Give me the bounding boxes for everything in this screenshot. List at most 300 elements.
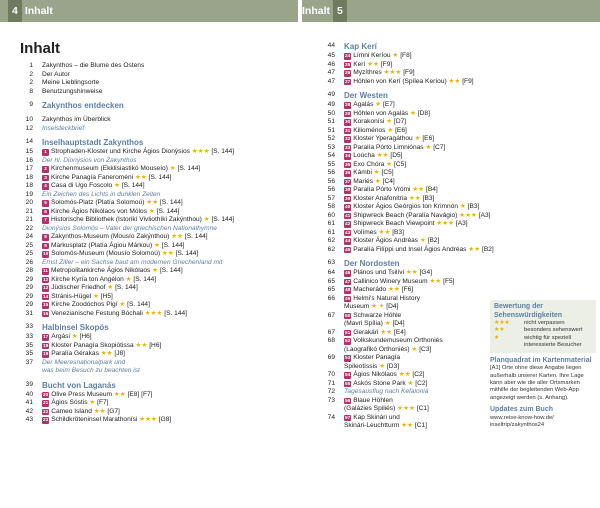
poi-number-badge: 18 xyxy=(43,342,49,348)
rating-stars: ★ xyxy=(375,101,382,108)
page-ref: 58 xyxy=(327,203,335,210)
entry-title: Kirche Ágios Nikólaos von Mólos xyxy=(51,207,148,215)
page-ref: 67 xyxy=(327,311,335,319)
page-ref: 61 xyxy=(327,228,335,236)
toc-entry[interactable] xyxy=(322,346,490,355)
entry-title: Kloster Anafonítria xyxy=(353,194,408,202)
map-grid-ref: [E8] [F7] xyxy=(127,390,153,398)
entry-title: Exo Chóra xyxy=(353,160,385,168)
page-ref: 47 xyxy=(327,69,335,76)
toc-entry[interactable] xyxy=(322,329,490,338)
toc-entry[interactable] xyxy=(322,178,490,187)
toc-entry[interactable] xyxy=(322,91,490,101)
poi-number-badge: 23 xyxy=(43,417,49,422)
entry-title: Shipwreck Beach Viewpoint xyxy=(353,220,435,227)
rating-stars: ★★ xyxy=(134,173,147,181)
map-grid-ref: [S. 144] xyxy=(115,284,138,291)
poi-number-badge: 33 xyxy=(345,144,351,150)
entry-title: Metropolitankirche Ágios Nikólaos xyxy=(51,267,151,274)
entry-title: Loúcha xyxy=(353,152,375,159)
page-ref: 35 xyxy=(25,341,33,349)
poi-number-badge: 45 xyxy=(345,246,351,252)
toc-entry[interactable] xyxy=(322,229,490,238)
page-ref: 29 xyxy=(25,292,33,300)
toc-entry[interactable] xyxy=(322,303,490,312)
rating-stars: ★ xyxy=(114,182,120,189)
toc-entry[interactable] xyxy=(322,101,490,110)
poi-number-badge: 31 xyxy=(345,127,351,133)
map-grid-ref: [D4] xyxy=(386,303,399,310)
poi-number-badge: 29 xyxy=(345,110,351,116)
toc-entry[interactable] xyxy=(20,101,295,111)
legend-item xyxy=(494,335,592,350)
toc-entry[interactable] xyxy=(322,414,490,423)
page-ref: 8 xyxy=(29,87,33,95)
page-ref: 55 xyxy=(327,160,335,168)
page-ref: 25 xyxy=(25,250,33,257)
header-left-title: Inhalt xyxy=(24,5,53,17)
page-ref xyxy=(322,405,344,414)
toc-entry[interactable] xyxy=(20,125,295,134)
toc-entry[interactable] xyxy=(322,220,490,229)
toc-entry[interactable] xyxy=(20,88,295,97)
entry-title: Helmi's Natural History xyxy=(353,294,421,302)
entry-title: Ernst Ziller – ein Sachse baut am modernen Griechenland mit xyxy=(42,258,223,266)
toc-entry[interactable] xyxy=(20,350,295,359)
toc-entry[interactable] xyxy=(20,116,295,125)
map-grid-ref: [F9] xyxy=(403,69,415,76)
toc-entry[interactable] xyxy=(322,118,490,127)
poi-number-badge: 52 xyxy=(345,338,351,343)
toc-entry[interactable] xyxy=(20,284,295,293)
toc-entry[interactable] xyxy=(322,52,490,61)
toc-entry[interactable] xyxy=(20,399,295,408)
toc-entry[interactable] xyxy=(20,182,295,191)
toc-entry[interactable] xyxy=(20,199,295,208)
poi-number-badge: 43 xyxy=(345,229,351,235)
map-grid-ref: [E7] xyxy=(383,101,395,108)
rating-stars: ★★ xyxy=(135,341,148,349)
rating-stars: ★★ xyxy=(412,186,425,193)
toc-entry[interactable] xyxy=(322,135,490,144)
entry-title: Volímes xyxy=(353,228,377,236)
entry-title: Olive Press Museum xyxy=(51,390,113,398)
poi-number-badge: 10 xyxy=(43,251,49,256)
poi-number-badge: 13 xyxy=(43,285,49,290)
rating-stars: ★ xyxy=(119,301,126,308)
updates-title: Updates zum Buch xyxy=(490,406,554,414)
map-grid-ref: [J8] xyxy=(114,350,126,357)
page-ref: 28 xyxy=(25,267,33,274)
toc-entry[interactable] xyxy=(322,212,490,221)
poi-number-badge: 35 xyxy=(345,161,351,167)
toc-entry[interactable] xyxy=(20,381,295,391)
poi-number-badge: 54 xyxy=(345,372,351,377)
updates-text: www.reise-know-how.de/ inseltrip/zakynthos24 xyxy=(490,414,554,429)
poi-number-badge: 42 xyxy=(345,221,351,226)
entry-title: Kirche Panagía Faneroméni xyxy=(51,173,134,181)
entry-title: was beim Besuch zu beachten ist xyxy=(42,367,140,374)
toc-entry[interactable] xyxy=(322,312,490,321)
entry-title: Kirche Kyría ton Angélon xyxy=(51,275,124,283)
rating-stars: ★ xyxy=(148,207,155,215)
entry-title: Der Meeresnationalpark und xyxy=(42,358,126,366)
rating-stars: ★ xyxy=(89,399,96,406)
entry-title: Der hl. Dionýsios von Zakynthos xyxy=(42,156,137,164)
toc-entry[interactable] xyxy=(322,363,490,372)
poi-number-badge: 39 xyxy=(345,195,351,201)
toc-entry[interactable] xyxy=(20,79,295,88)
page-ref: 72 xyxy=(327,388,335,395)
toc-entry[interactable] xyxy=(20,191,295,200)
page-ref: 50 xyxy=(327,109,335,117)
toc-entry[interactable] xyxy=(20,250,295,259)
toc-entry[interactable] xyxy=(322,371,490,380)
toc-entry[interactable] xyxy=(322,144,490,153)
entry-title: Kloster Panagía Skopiótissa xyxy=(51,341,134,349)
page-ref xyxy=(322,320,344,329)
map-grid-ref: [E6] xyxy=(422,135,435,142)
poi-number-badge: 1 xyxy=(42,149,49,156)
info-box xyxy=(490,300,596,429)
toc-entry[interactable] xyxy=(322,78,490,87)
page-ref: 18 xyxy=(25,173,33,181)
toc-entry[interactable] xyxy=(20,174,295,183)
page-gutter xyxy=(298,0,302,508)
toc-entry[interactable] xyxy=(322,388,490,397)
map-grid-ref: [B2] xyxy=(482,245,494,253)
page-ref: 25 xyxy=(25,241,33,249)
toc-entry[interactable] xyxy=(322,69,490,78)
toc-entry[interactable] xyxy=(322,152,490,161)
toc-entry[interactable] xyxy=(322,397,490,406)
poi-number-badge: 53 xyxy=(345,355,351,360)
toc-entry[interactable] xyxy=(322,61,490,70)
map-grid-ref: [C5] xyxy=(393,160,407,168)
page-ref: 69 xyxy=(327,354,335,361)
rating-stars: ★ xyxy=(386,160,393,168)
page-ref: 40 xyxy=(25,390,33,398)
entry-title: Agalás xyxy=(353,101,374,108)
toc-entry[interactable] xyxy=(322,337,490,346)
entry-title: Solomós-Platz (Platía Solomoú) xyxy=(51,199,145,206)
page-ref: 21 xyxy=(25,207,33,215)
toc-entry[interactable] xyxy=(322,237,490,246)
map-grid-ref: [F6] xyxy=(401,286,414,293)
page-ref: 61 xyxy=(327,220,335,227)
entry-title: Callinico Winery Museum xyxy=(353,277,428,285)
page-ref: 65 xyxy=(327,277,335,285)
toc-entry[interactable] xyxy=(20,138,295,148)
page-ref: 54 xyxy=(327,152,335,159)
toc-entry[interactable] xyxy=(20,408,295,417)
entry-title: Spileotíssis xyxy=(344,362,378,370)
toc-entry[interactable] xyxy=(20,71,295,80)
page-ref: 64 xyxy=(327,269,335,276)
toc-entry[interactable] xyxy=(322,278,490,287)
entry-title: Benutzungshinweise xyxy=(42,87,103,95)
map-grid-ref: [S. 144] xyxy=(211,216,235,223)
map-grid-ref: [S. 144] xyxy=(184,233,208,240)
toc-entry[interactable] xyxy=(20,242,295,251)
poi-number-badge: 22 xyxy=(43,408,49,414)
toc-entry[interactable] xyxy=(322,169,490,178)
entry-title: (Laografikó Orthoniés) xyxy=(344,345,410,353)
toc-entry[interactable] xyxy=(20,293,295,302)
page-ref: 14 xyxy=(25,138,33,145)
map-grid-ref: [D8] xyxy=(417,109,430,117)
toc-entry[interactable] xyxy=(322,161,490,170)
rating-stars: ★★★ xyxy=(436,220,455,227)
rating-stars: ★ xyxy=(386,118,393,125)
entry-title: Zakynthos entdecken xyxy=(42,101,124,110)
rating-stars: ★★★ xyxy=(144,309,163,317)
page-ref: 15 xyxy=(25,148,33,155)
entry-title: Askós Stone Park xyxy=(353,379,406,387)
toc-entry[interactable] xyxy=(322,380,490,389)
rating-stars: ★★ xyxy=(100,350,113,357)
toc-entry[interactable] xyxy=(20,323,295,333)
toc-entry[interactable] xyxy=(322,286,490,295)
poi-number-badge: 25 xyxy=(345,61,351,67)
page-ref xyxy=(322,422,344,431)
toc-entry[interactable] xyxy=(20,342,295,351)
entry-title: Kirchenmuseum (Ekklisiastikó Mouseío) xyxy=(51,165,168,172)
entry-title: Kloster Ágios Geórgios ton Krimnón xyxy=(353,203,459,210)
poi-number-badge: 20 xyxy=(43,391,49,397)
poi-number-badge: 12 xyxy=(43,276,49,282)
poi-number-badge: 21 xyxy=(43,400,49,405)
page-ref: 65 xyxy=(327,286,335,293)
page-ref: 70 xyxy=(327,371,335,378)
entry-title: Der Nordosten xyxy=(344,259,400,268)
map-grid-ref: [D7] xyxy=(393,118,407,125)
toc-entry[interactable] xyxy=(20,148,295,157)
page-title: Inhalt xyxy=(20,40,60,57)
rating-stars: ★★ xyxy=(388,286,400,293)
toc-entry[interactable] xyxy=(20,267,295,276)
toc-entry[interactable] xyxy=(322,422,490,431)
toc-entry[interactable] xyxy=(20,276,295,285)
rating-stars: ★ xyxy=(373,169,380,176)
poi-number-badge: 46 xyxy=(345,270,351,275)
toc-entry[interactable] xyxy=(322,186,490,195)
entry-title: Zakynthos-Museum (Mousío Zakýnthou) xyxy=(51,233,170,240)
map-grid-ref: [H6] xyxy=(149,341,162,349)
map-grid-ref: [G7] xyxy=(107,407,120,415)
entry-title: Límni Keríou xyxy=(353,52,391,59)
rating-stars: ★★ xyxy=(401,422,414,429)
map-grid-ref: [S. 144] xyxy=(159,199,183,206)
entry-title: Höhlen von Agalás xyxy=(353,109,409,117)
page-ref: 68 xyxy=(327,337,335,344)
rating-stars: ★ xyxy=(379,362,386,370)
poi-number-badge: 2 xyxy=(42,166,49,173)
legend-item xyxy=(494,320,592,327)
rating-stars: ★★ xyxy=(429,277,442,285)
entry-title: Shipwreck Beach (Paralía Navágio) xyxy=(353,211,458,219)
page-ref: 45 xyxy=(327,52,335,59)
toc-entry[interactable] xyxy=(20,225,295,234)
toc-entry[interactable] xyxy=(20,165,295,174)
poi-number-badge: 47 xyxy=(345,278,351,284)
page-ref: 74 xyxy=(327,413,335,421)
toc-entry[interactable] xyxy=(322,405,490,414)
entry-title: Zakynthos im Überblick xyxy=(42,116,111,123)
rating-stars: ★★ xyxy=(93,407,106,415)
entry-title: (Mavri Spília) xyxy=(344,320,383,327)
poi-number-badge: 51 xyxy=(345,329,351,335)
entry-title: Kirche Zoodóchos Pigí xyxy=(51,301,118,308)
entry-title: Inselhauptstadt Zakynthos xyxy=(42,138,144,147)
toc-entry[interactable] xyxy=(20,333,295,342)
entry-title: Schwarze Höhle xyxy=(353,311,402,319)
toc-entry[interactable] xyxy=(20,310,295,319)
map-grid-ref: [D3] xyxy=(386,362,400,370)
poi-number-badge: 37 xyxy=(345,178,351,184)
toc-entry[interactable] xyxy=(20,208,295,217)
map-grid-ref: [B3] xyxy=(467,203,480,210)
poi-number-badge: 11 xyxy=(43,268,48,273)
map-grid-ref: [B3] xyxy=(392,228,404,236)
map-grid-ref: [C1] xyxy=(416,405,429,412)
toc-entry[interactable] xyxy=(20,367,295,376)
page-ref: 52 xyxy=(327,135,335,142)
map-grid-ref: [S. 144] xyxy=(164,309,188,317)
legend-stars: ★ xyxy=(494,334,500,341)
toc-entry[interactable] xyxy=(20,157,295,166)
map-grid-ref: [G8] xyxy=(158,416,172,423)
page-ref: 46 xyxy=(327,60,335,68)
poi-number-badge: 41 xyxy=(345,212,351,218)
rating-stars: ★ xyxy=(425,143,432,151)
toc-entry[interactable] xyxy=(322,320,490,329)
page-ref: 63 xyxy=(327,259,335,266)
entry-title: (Galázies Spiliés) xyxy=(344,405,396,412)
page-ref: 33 xyxy=(25,333,33,340)
page-ref: 57 xyxy=(327,194,335,202)
toc-entry[interactable] xyxy=(20,62,295,71)
entry-title: Inselsteckbrief xyxy=(42,124,85,132)
entry-title: Kilioménos xyxy=(353,126,386,134)
entry-title: Strophaden-Kloster und Kirche Ágios Dionýsios xyxy=(51,148,190,155)
poi-number-badge: 7 xyxy=(42,217,49,224)
entry-title: Casa di Ugo Foscolo xyxy=(51,182,113,189)
rating-stars: ★ xyxy=(107,284,114,291)
rating-stars: ★★ xyxy=(171,233,184,240)
entry-title: Höhlen von Kerí (Spílea Keríou) xyxy=(353,77,447,85)
map-grid-ref: [D5] xyxy=(390,152,403,159)
poi-number-badge: 27 xyxy=(345,78,351,84)
rating-stars: ★★ xyxy=(376,152,389,159)
entry-title: Ein Zeichen des Lichts in dunklen Zeiten xyxy=(42,190,161,198)
tip-icon: ✦ xyxy=(378,303,385,310)
header-right-title: Inhalt xyxy=(302,5,330,17)
entry-title: Schildkröteninsel Marathonísi xyxy=(51,416,138,423)
rating-stars: ★ xyxy=(152,267,159,274)
entry-title: Kap Kerí xyxy=(344,42,377,51)
rating-stars: ★★ xyxy=(367,60,379,68)
poi-number-badge: 4 xyxy=(42,183,49,190)
toc-entry[interactable] xyxy=(322,110,490,119)
poi-number-badge: 6 xyxy=(42,209,49,216)
entry-title: Venezianische Festung Bóchali xyxy=(51,309,143,317)
entry-title: Meine Lieblingsorte xyxy=(42,79,100,86)
legend-label: nicht verpassen xyxy=(524,320,565,326)
map-grid-ref: [S. 144] xyxy=(121,182,145,189)
page-ref: 1 xyxy=(29,62,33,69)
page-ref: 56 xyxy=(327,177,335,185)
map-grid-ref: [S. 144] xyxy=(161,241,185,249)
entry-title: Tagesausflug nach Kefaloniá xyxy=(344,388,429,395)
poi-number-badge: 40 xyxy=(345,204,351,209)
page-ref: 22 xyxy=(25,224,33,232)
rating-stars: ★ xyxy=(414,135,421,142)
entry-title: Paralía Pórto Limniónas xyxy=(353,143,424,151)
toc-entry[interactable] xyxy=(322,127,490,136)
poi-number-badge: 16 xyxy=(43,310,49,316)
toc-entry[interactable] xyxy=(322,245,494,255)
legend-stars: ★★ xyxy=(494,327,505,334)
page-number-right: 5 xyxy=(333,0,347,22)
rating-legend xyxy=(490,300,596,353)
rating-stars: ★★★ xyxy=(383,69,402,76)
map-grid-ref: [S. 144] xyxy=(211,148,235,155)
toc-entry[interactable] xyxy=(322,295,490,304)
rating-stars: ★ xyxy=(93,292,99,300)
map-grid-ref: [S. 144] xyxy=(127,301,150,308)
toc-entry[interactable] xyxy=(322,259,490,269)
page-ref: 31 xyxy=(25,309,33,317)
rating-stars: ★ xyxy=(125,275,132,283)
entry-title: Paralía Filíppi und Insel Ágios Andréas xyxy=(353,245,467,253)
toc-entry[interactable] xyxy=(322,195,490,204)
page-ref: 29 xyxy=(25,284,33,291)
rating-stars: ★★ xyxy=(161,250,174,257)
rating-stars: ★ xyxy=(71,333,78,340)
toc-entry[interactable] xyxy=(322,203,490,212)
toc-entry[interactable] xyxy=(20,233,295,242)
poi-number-badge: 44 xyxy=(345,238,351,243)
page-ref xyxy=(322,346,344,355)
legend-label: wichtig für speziell interessierte Besucher xyxy=(524,334,582,349)
entry-title: Museum xyxy=(344,303,370,310)
page-ref: 71 xyxy=(327,379,335,387)
toc-entry[interactable] xyxy=(322,42,490,52)
entry-title: Kloster Yperagáthou xyxy=(353,135,413,142)
toc-entry[interactable] xyxy=(20,301,295,310)
toc-entry[interactable] xyxy=(20,416,295,425)
entry-title: Kloster Panagía xyxy=(353,354,401,361)
page-ref: 62 xyxy=(327,245,335,253)
toc-entry[interactable] xyxy=(20,259,295,268)
poi-number-badge: 50 xyxy=(345,312,351,318)
page-ref: 53 xyxy=(327,143,335,151)
entry-title: Paralía Pórto Vrómi xyxy=(353,186,411,193)
toc-entry[interactable] xyxy=(20,391,295,400)
legend-stars: ★★★ xyxy=(494,320,510,326)
header-right xyxy=(302,0,600,22)
rating-stars: ★★ xyxy=(405,269,418,276)
toc-entry[interactable] xyxy=(322,354,490,363)
toc-entry[interactable] xyxy=(20,359,295,368)
entry-title: Volkskundemuseum Orthoniés xyxy=(353,337,443,344)
toc-entry[interactable] xyxy=(322,269,490,278)
rating-stars: ★★ xyxy=(408,194,421,202)
entry-title: Markusplatz (Platía Ágiou Márkou) xyxy=(51,241,153,249)
page-ref: 49 xyxy=(327,91,335,98)
toc-entry[interactable] xyxy=(20,216,295,225)
